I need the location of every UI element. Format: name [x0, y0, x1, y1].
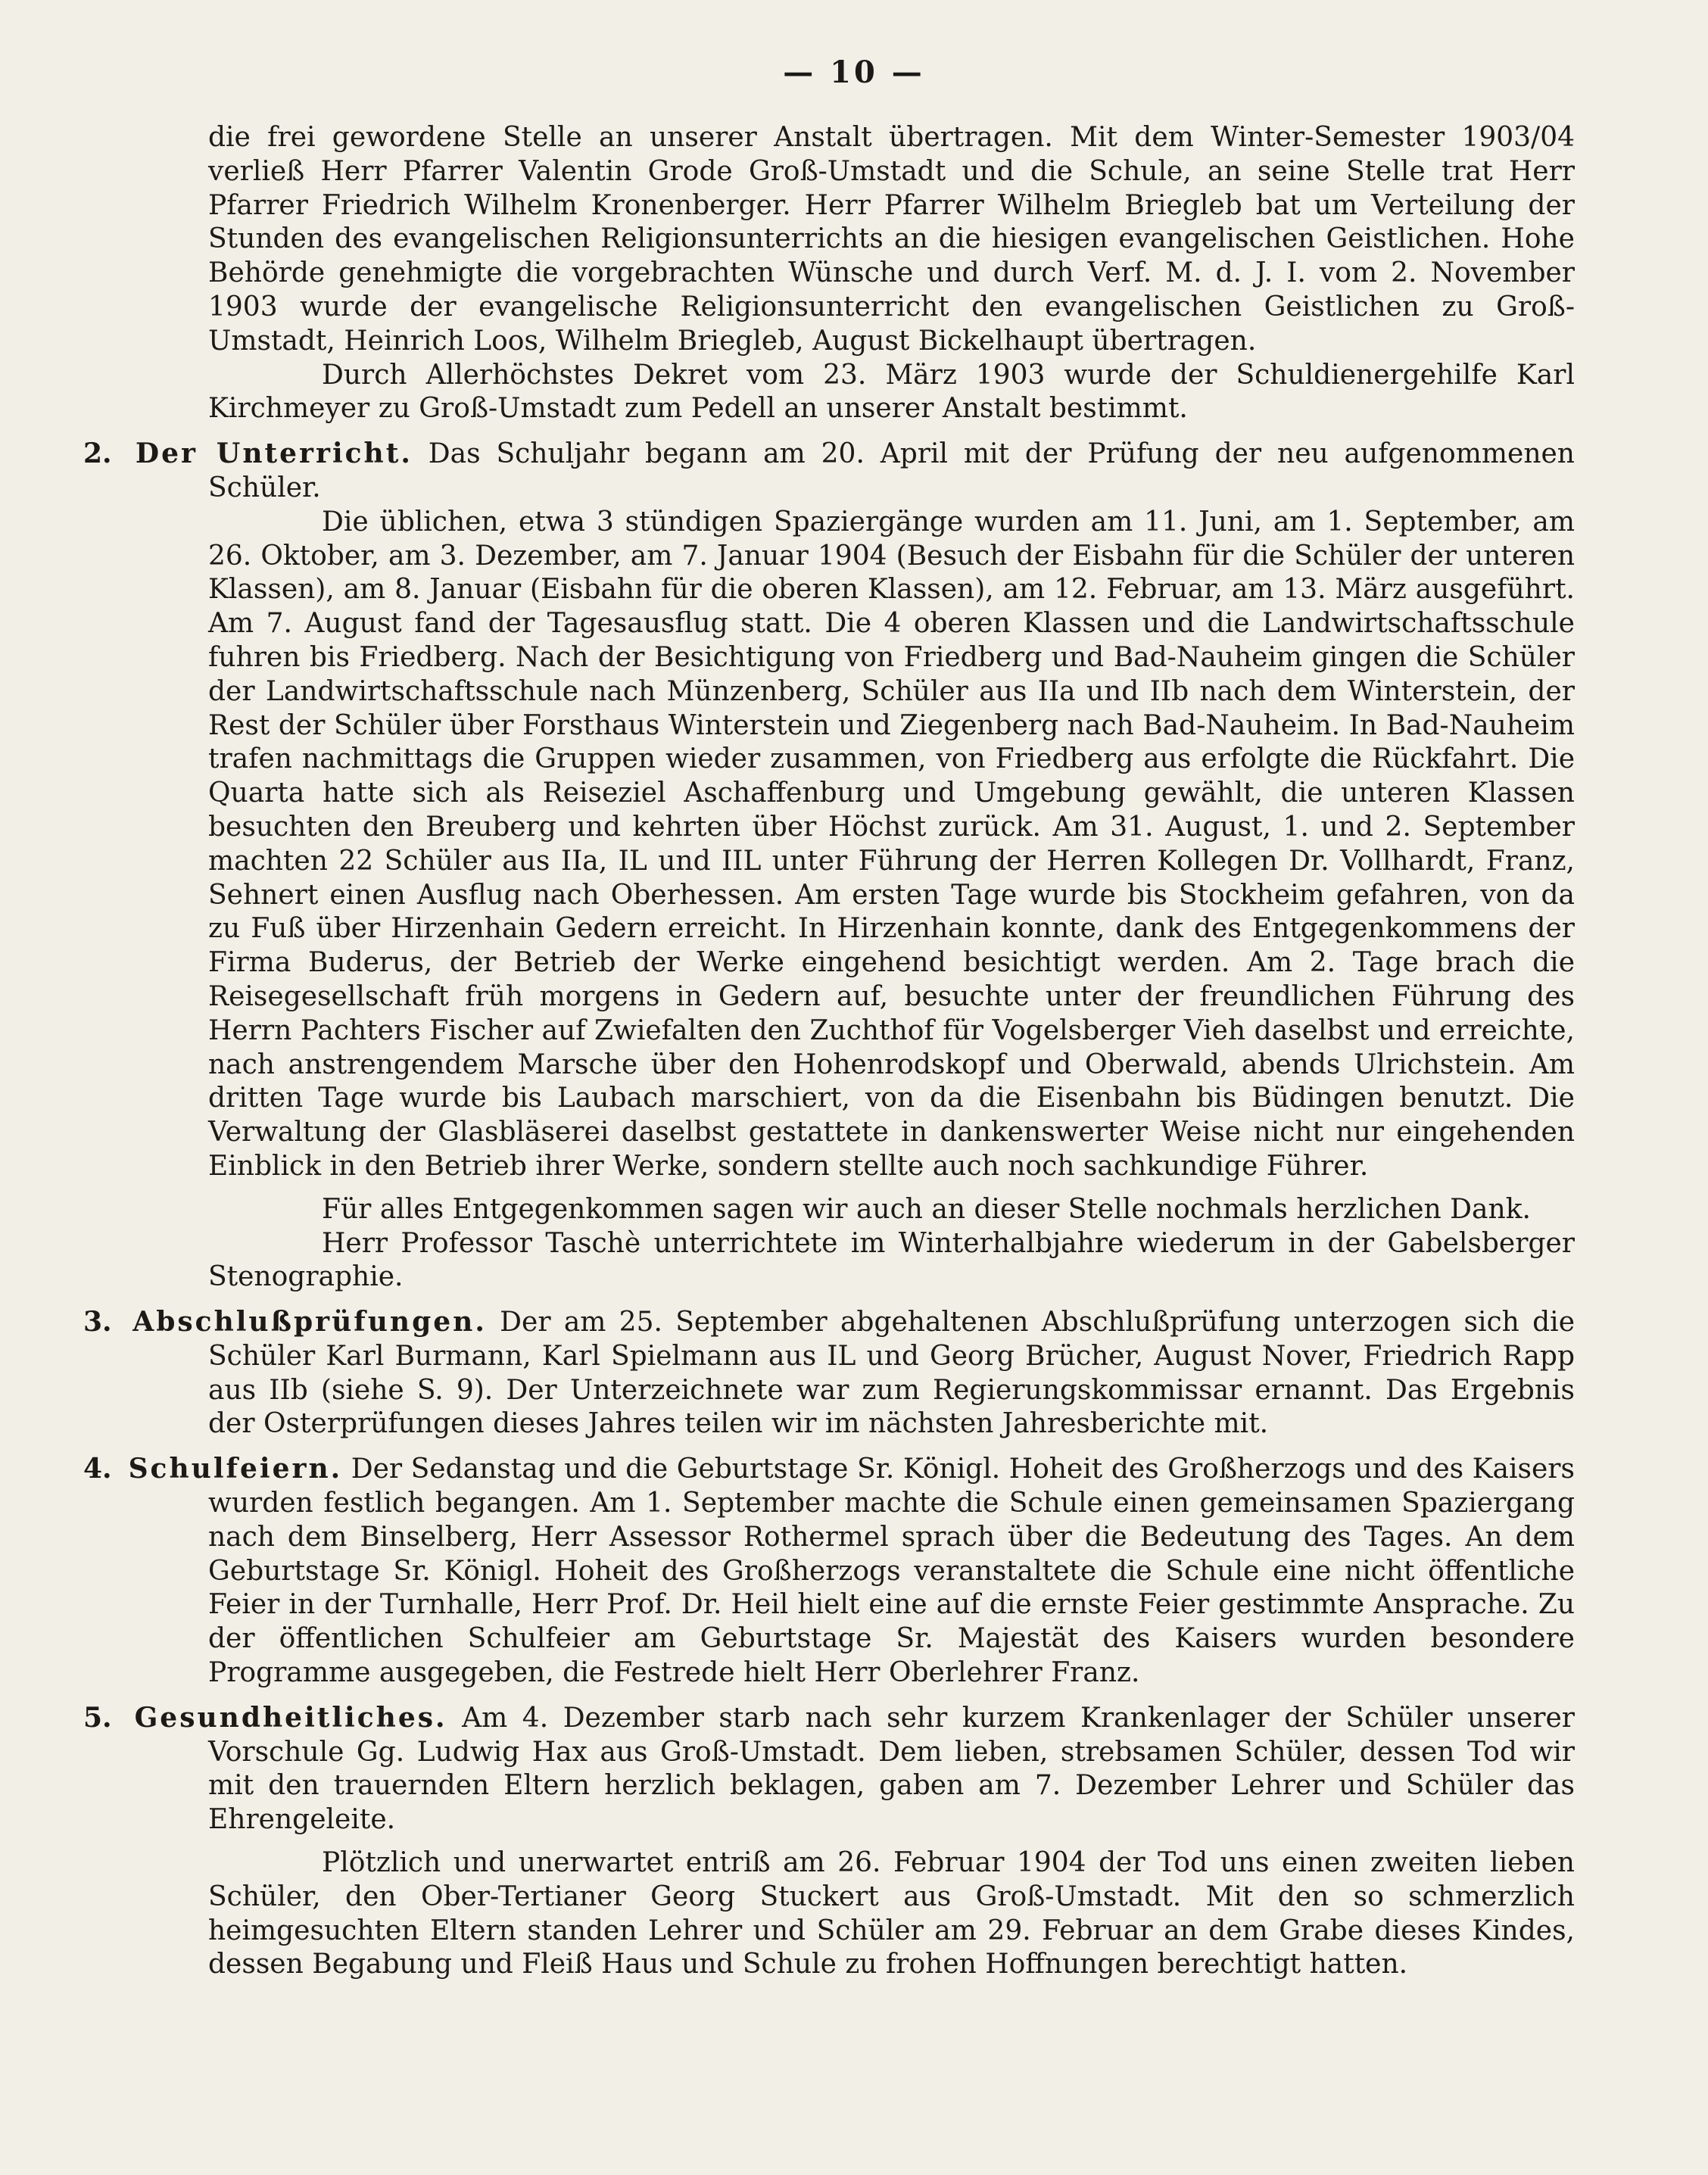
section-heading: Abschlußprüfungen.: [132, 1306, 487, 1338]
section-schulfeiern: [83, 1452, 1575, 1690]
paragraph-death-stuckert: Plötzlich und unerwartet entriß am 26. Februar 1904 der Tod uns einen zweiten lieben Schüler, den Ober-Tertianer Georg Stuckert aus Groß-Umstadt. Mit den so schmerzlich heimgesuchten Eltern standen Lehrer und Schüler am 29. Februar an dem Grabe dieses Kindes, dessen Begabung und Fleiß Haus und Schule zu frohen Hoffnungen berechtigt hatten.: [208, 1847, 1575, 1980]
section-text: Das Schuljahr begann am 20. April mit der Prüfung der neu aufgenommenen Schüler.: [208, 438, 1575, 503]
paragraph-pedell: Durch Allerhöchstes Dekret vom 23. März 1903 wurde der Schuldienergehilfe Karl Kirchmeyer zu Groß-Umstadt zum Pedell an unserer Anstalt bestimmt.: [208, 359, 1575, 425]
section-heading: Gesundheitliches.: [134, 1701, 447, 1734]
paragraph-excursions: Die üblichen, etwa 3 stündigen Spaziergänge wurden am 11. Juni, am 1. September, am 26. Oktober, am 3. Dezember, am 7. Januar 1904 (Besuch der Eisbahn für die Schüler der unteren Klassen), am 8. Januar (Eisbahn für die oberen Klassen), am 12. Februar, am 13. März ausgeführt. Am 7. August fand der Tagesausflug statt. Die 4 oberen Klassen und die Landwirtschaftsschule fuhren bis Friedberg. Nach der Besichtigung von Friedberg und Bad-Nauheim gingen die Schüler der Landwirtschaftsschule nach Münzenberg, Schüler aus IIa und IIb nach dem Winterstein, der Rest der Schüler über Forsthaus Winterstein und Ziegenberg nach Bad-Nauheim. In Bad-Nauheim trafen nachmittags die Gruppen wieder zusammen, von Friedberg aus erfolgte die Rückfahrt. Die Quarta hatte sich als Reiseziel Aschaffenburg und Umgebung gewählt, die unteren Klassen besuchten den Breuberg und kehrten über Höchst zurück. Am 31. August, 1. und 2. September machten 22 Schüler aus IIa, IL und IIL unter Führung der Herren Kollegen Dr. Vollhardt, Franz, Sehnert einen Ausflug nach Oberhessen. Am ersten Tage wurde bis Stockheim gefahren, von da zu Fuß über Hirzenhain Gedern erreicht. In Hirzenhain konnte, dank des Entgegenkommens der Firma Buderus, der Betrieb der Werke eingehend besichtigt werden. Am 2. Tage brach die Reisegesellschaft früh morgens in Gedern auf, besuchte unter der freundlichen Führung des Herrn Pachters Fischer auf Zwiefalten den Zuchthof für Vogelsberger Vieh daselbst und erreichte, nach anstrengendem Marsche über den Hohenrodskopf und Oberwald, abends Ulrichstein. Am dritten Tage wurde bis Laubach marschiert, von da die Eisenbahn bis Büdingen benutzt. Die Verwaltung der Glasbläserei daselbst gestattete in dankenswerter Weise nicht nur eingehenden Einblick in den Betrieb ihrer Werke, sondern stellte auch noch sachkundige Führer.: [208, 506, 1575, 1182]
section-gesundheitliches: [83, 1701, 1575, 1837]
paragraph-staff-changes: die frei gewordene Stelle an unserer Anstalt übertragen. Mit dem Winter-Semester 1903/04 verließ Herr Pfarrer Valentin Grode Groß-Umstadt und die Schule, an seine Stelle trat Herr Pfarrer Friedrich Wilhelm Kronenberger. Herr Pfarrer Wilhelm Briegleb bat um Verteilung der Stunden des evangelischen Religionsunterrichts an die hiesigen evangelischen Geistlichen. Hohe Behörde genehmigte die vorgebrachten Wünsche und durch Verf. M. d. J. I. vom 2. November 1903 wurde der evangelische Religionsunterricht den evangelischen Geistlichen zu Groß-Umstadt, Heinrich Loos, Wilhelm Briegleb, August Bickelhaupt übertragen.: [208, 122, 1575, 357]
section-number: 2.: [83, 438, 112, 470]
section-number: 5.: [83, 1701, 112, 1734]
section-text: Der am 25. September abgehaltenen Abschlußprüfung unterzogen sich die Schüler Karl Burmann, Karl Spielmann aus IL und Georg Brücher, August Nover, Friedrich Rapp aus IIb (siehe S. 9). Der Unterzeichnete war zum Regierungskommissar ernannt. Das Ergebnis der Osterprüfungen dieses Jahres teilen wir im nächsten Jahresberichte mit.: [208, 1307, 1575, 1440]
section-unterricht: [83, 437, 1575, 506]
section-text: Der Sedanstag und die Geburtstage Sr. Königl. Hoheit des Großherzogs und des Kaisers wurden festlich begangen. Am 1. September machte die Schule einen gemeinsamen Spaziergang nach dem Binselberg, Herr Assessor Rothermel sprach über die Bedeutung des Tages. An dem Geburtstage Sr. Königl. Hoheit des Großherzogs veranstaltete die Schule eine nicht öffentliche Feier in der Turnhalle, Herr Prof. Dr. Heil hielt eine auf die ernste Feier gestimmte Ansprache. Zu der öffentlichen Schulfeier am Geburtstage Sr. Majestät des Kaisers wurden besondere Programme ausgegeben, die Festrede hielt Herr Oberlehrer Franz.: [208, 1454, 1575, 1689]
section-heading: Der Unterricht.: [135, 438, 413, 470]
section-heading: Schulfeiern.: [128, 1453, 343, 1485]
paragraph-stenography: Herr Professor Taschè unterrichtete im Winterhalbjahre wiederum in der Gabelsberger Stenographie.: [208, 1227, 1575, 1293]
page-body: [83, 121, 1575, 1982]
section-number: 4.: [83, 1453, 112, 1485]
paragraph-thanks: Für alles Entgegenkommen sagen wir auch an dieser Stelle nochmals herzlichen Dank.: [322, 1193, 1531, 1225]
section-number: 3.: [83, 1306, 112, 1338]
section-text: Am 4. Dezember starb nach sehr kurzem Krankenlager der Schüler unserer Vorschule Gg. Ludwig Hax aus Groß-Umstadt. Dem lieben, strebsamen Schüler, dessen Tod wir mit den trauernden Eltern herzlich beklagen, gaben am 7. Dezember Lehrer und Schüler das Ehrengeleite.: [208, 1702, 1575, 1836]
section-abschlusspruefungen: [83, 1305, 1575, 1441]
page-number: — 10 —: [783, 55, 925, 90]
